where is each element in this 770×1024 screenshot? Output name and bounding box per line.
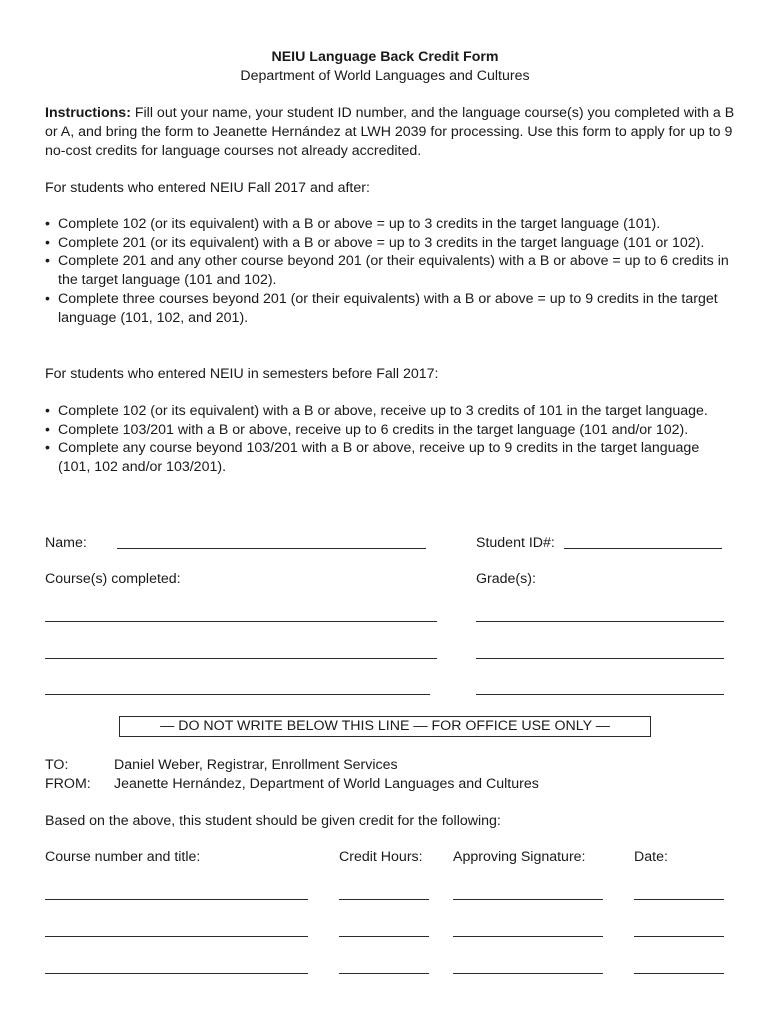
course-title-field[interactable] <box>45 936 308 937</box>
student-id-label: Student ID#: <box>476 535 555 551</box>
from-label: FROM: <box>45 776 91 792</box>
list-item: • Complete 102 (or its equivalent) with a B or above = up to 3 credits in the target language (101). <box>45 215 735 234</box>
grade-field[interactable] <box>476 694 724 695</box>
course-completed-field[interactable] <box>45 694 430 695</box>
course-title-field[interactable] <box>45 899 308 900</box>
list-item: • Complete 102 (or its equivalent) with a B or above, receive up to 3 credits of 101 in the target language. <box>45 402 735 421</box>
name-label: Name: <box>45 535 87 551</box>
list-item: • Complete 103/201 with a B or above, receive up to 6 credits in the target language (101 and/or 102). <box>45 421 735 440</box>
section-before-2017-list <box>45 402 735 477</box>
to-value: Daniel Weber, Registrar, Enrollment Services <box>114 757 398 773</box>
credit-hours-field[interactable] <box>339 899 429 900</box>
form-subtitle: Department of World Languages and Cultures <box>240 68 530 84</box>
list-item: • Complete 201 (or its equivalent) with a B or above = up to 3 credits in the target language (101 or 102). <box>45 234 735 253</box>
instructions-text: Fill out your name, your student ID number, and the language course(s) you completed with a B or A, and bring the form to Jeanette Hernández at LWH 2039 for processing. Use this form to apply for up to 9 no-cost credits for language courses not already accredited. <box>45 105 735 159</box>
approving-signature-field[interactable] <box>453 936 603 937</box>
credit-statement: Based on the above, this student should be given credit for the following: <box>45 813 501 829</box>
approving-signature-field[interactable] <box>453 973 603 974</box>
date-column-header: Date: <box>634 849 668 865</box>
to-label: TO: <box>45 757 69 773</box>
form-title: NEIU Language Back Credit Form <box>271 49 499 65</box>
grade-field[interactable] <box>476 621 724 622</box>
credit-hours-field[interactable] <box>339 936 429 937</box>
course-title-column-header: Course number and title: <box>45 849 201 865</box>
date-field[interactable] <box>634 936 724 937</box>
course-completed-field[interactable] <box>45 621 437 622</box>
section-before-2017-heading: For students who entered NEIU in semesters before Fall 2017: <box>45 366 439 382</box>
credit-hours-field[interactable] <box>339 973 429 974</box>
list-item: • Complete three courses beyond 201 (or their equivalents) with a B or above = up to 9 credits in the target language (101, 102, and 201). <box>45 290 735 327</box>
approving-signature-field[interactable] <box>453 899 603 900</box>
approving-signature-column-header: Approving Signature: <box>453 849 586 865</box>
date-field[interactable] <box>634 899 724 900</box>
instructions-label: Instructions: <box>45 105 131 121</box>
from-value: Jeanette Hernández, Department of World Languages and Cultures <box>114 776 539 792</box>
course-title-field[interactable] <box>45 973 308 974</box>
name-field[interactable] <box>117 548 426 549</box>
office-use-banner: — DO NOT WRITE BELOW THIS LINE — FOR OFFICE USE ONLY — <box>119 716 651 737</box>
date-field[interactable] <box>634 973 724 974</box>
section-after-2017-list <box>45 215 735 327</box>
list-item: • Complete 201 and any other course beyond 201 (or their equivalents) with a B or above = up to 6 credits in the target language (101 and 102). <box>45 252 735 289</box>
list-item: • Complete any course beyond 103/201 with a B or above, receive up to 9 credits in the target language (101, 102 and/or 103/201). <box>45 439 735 476</box>
credit-hours-column-header: Credit Hours: <box>339 849 423 865</box>
section-after-2017-heading: For students who entered NEIU Fall 2017 and after: <box>45 180 370 196</box>
grades-label: Grade(s): <box>476 571 536 587</box>
student-id-field[interactable] <box>564 548 722 549</box>
course-completed-field[interactable] <box>45 658 437 659</box>
grade-field[interactable] <box>476 658 724 659</box>
courses-completed-label: Course(s) completed: <box>45 571 181 587</box>
instructions-paragraph <box>45 104 735 160</box>
